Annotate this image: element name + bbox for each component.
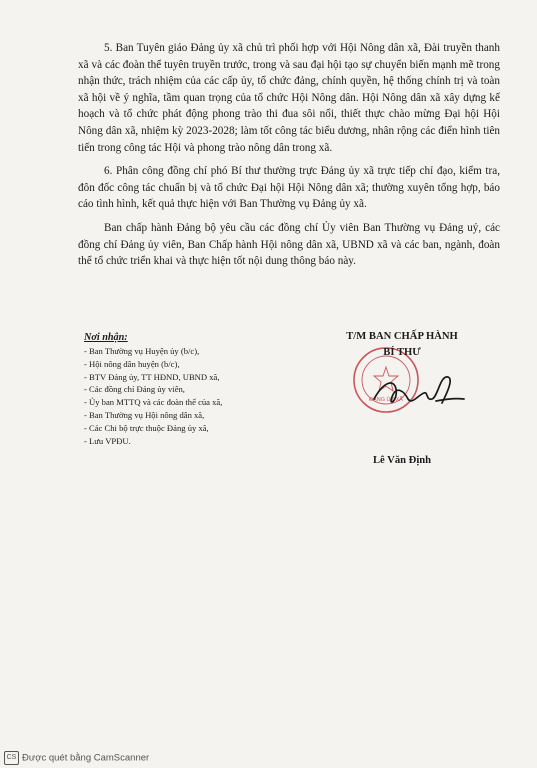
handwritten-signature-icon xyxy=(366,365,466,415)
recipient-item: - BTV Đảng ủy, TT HĐND, UBND xã, xyxy=(84,371,220,382)
scanner-label: Được quét bằng CamScanner xyxy=(22,752,150,764)
paragraph-5: 5. Ban Tuyên giáo Đảng ủy xã chủ trì phối hợp với Hội Nông dân xã, Đài truyền thanh xã và các đoàn thể tuyên truyền trước, trong và sau đại hội tạo sự chuyển biến mạnh mẽ trong nhận thức, trách nhiệm của các cấp ủy, tổ chức đảng, chính quyền, hệ thống chính trị và toàn xã hội về ý nghĩa, tầm quan trọng của tổ chức Hội Nông dân. Hội Nông dân xã xây dựng kế hoạch và tổ chức phát động phong trào thi đua sôi nổi, thiết thực chào mừng Đại hội Hội Nông dân xã, nhiệm kỳ 2023-2028; làm tốt công tác biểu dương, nhân rộng các điển hình tiên tiến trong công tác Hội và phong trào nông dân trong xã. xyxy=(78,42,500,154)
scanner-footer xyxy=(4,751,149,765)
recipients-list xyxy=(84,345,314,447)
recipient-item: - Các Chi bộ trực thuộc Đảng ủy xã, xyxy=(84,422,209,433)
signature-block xyxy=(296,331,506,481)
recipient-item: - Các đồng chí Đảng ủy viên, xyxy=(84,384,185,395)
recipient-item: - Hội nông dân huyện (b/c), xyxy=(84,358,180,369)
signature-org: T/M BAN CHẤP HÀNH xyxy=(346,331,458,342)
recipients-block xyxy=(84,331,314,447)
paragraph-6: 6. Phân công đồng chí phó Bí thư thường trực Đảng ủy xã trực tiếp chỉ đạo, kiểm tra, đôn đốc công tác chuẩn bị và tổ chức Đại hội Hội Nông dân xã; thường xuyên tổng hợp, báo cáo tình hình, kết quả thực hiện với Ban Thường vụ Đảng ủy xã. xyxy=(78,165,500,211)
signature-title: BÍ THƯ xyxy=(383,347,421,358)
closing-paragraph: Ban chấp hành Đảng bộ yêu cầu các đồng chí Ủy viên Ban Thường vụ Đảng uỷ, các đồng chí Đảng ủy viên, Ban Chấp hành Hội nông dân xã, UBND xã và các ban, ngành, đoàn thể tổ chức triển khai và thực hiện tốt nội dung thông báo này. xyxy=(78,221,500,268)
seal-text: ĐẢNG ỦY XÃ xyxy=(369,397,403,403)
signer-name: Lê Văn Định xyxy=(372,455,432,466)
recipient-item: - Lưu VPĐU. xyxy=(84,435,131,446)
recipients-heading: Nơi nhận: xyxy=(84,332,128,343)
recipient-item: - Ủy ban MTTQ và các đoàn thể của xã, xyxy=(84,397,223,408)
recipient-item: - Ban Thường vụ Huyện ủy (b/c), xyxy=(84,346,200,356)
camscanner-logo-icon: CS xyxy=(4,751,19,765)
recipient-item: - Ban Thường vụ Hội nông dân xã, xyxy=(84,409,205,420)
body-text xyxy=(78,40,500,277)
